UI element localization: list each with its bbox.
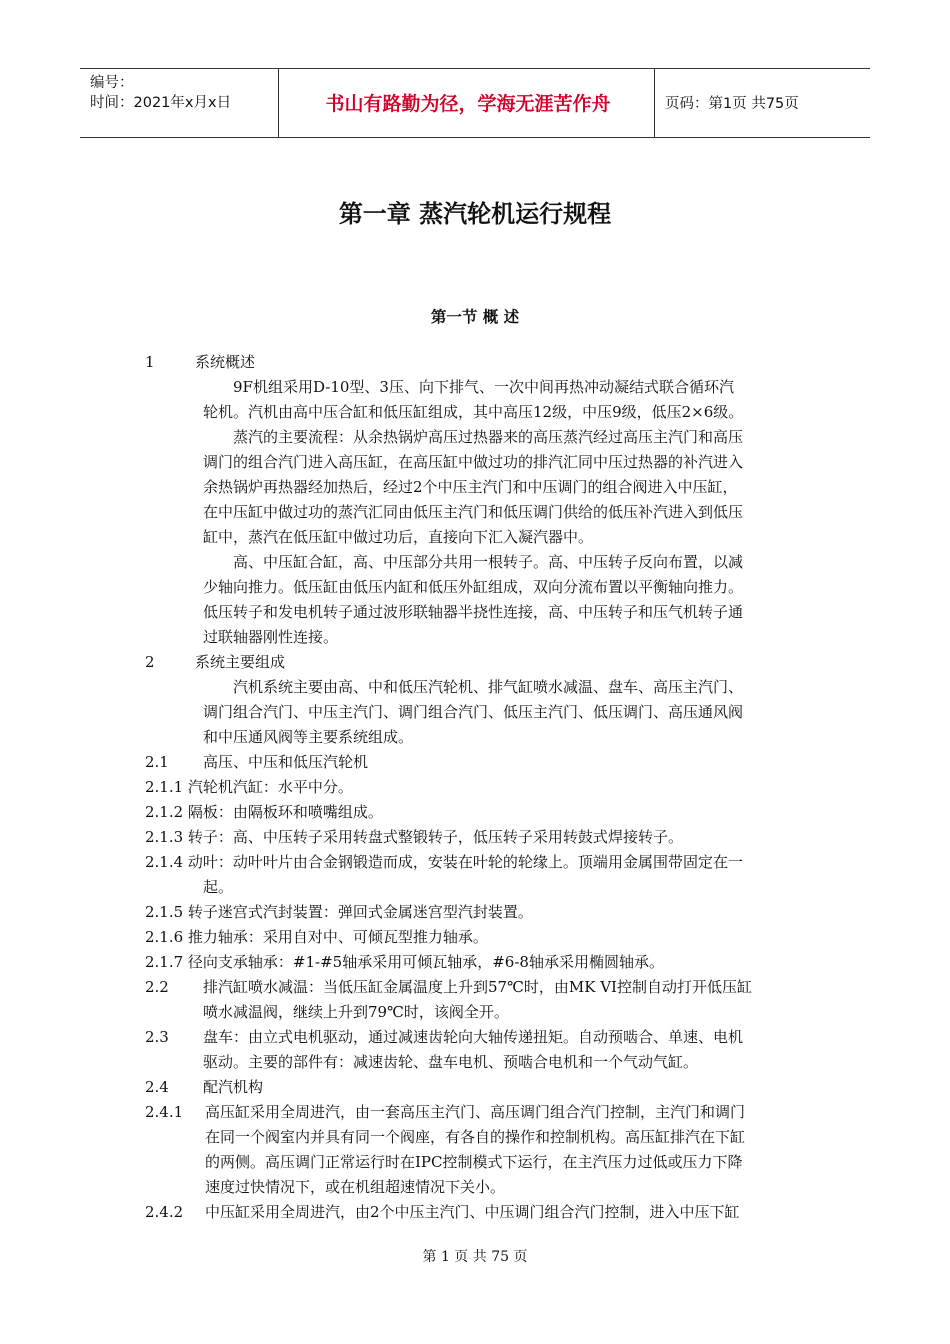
- body-line: 排汽缸喷水减温：当低压缸金属温度上升到57℃时，由MK VI控制自动打开低压缸: [203, 978, 752, 996]
- body-line: 在同一个阀室内并具有同一个阀座，有各自的操作和控制机构。高压缸排汽在下缸: [205, 1128, 746, 1146]
- item-number: 2.2: [145, 978, 169, 996]
- body-line: 少轴向推力。低压缸由低压内缸和低压外缸组成，双向分流布置以平衡轴向推力。: [203, 578, 744, 596]
- body-line: 速度过快情况下，或在机组超速情况下关小。: [205, 1178, 506, 1196]
- item-number: 1: [145, 353, 155, 371]
- body-line: 蒸汽的主要流程：从余热锅炉高压过热器来的高压蒸汽经过高压主汽门和高压: [233, 428, 744, 446]
- body-line: 和中压通风阀等主要系统组成。: [203, 728, 414, 746]
- item-number: 2.4.2: [145, 1203, 184, 1221]
- body-line: 起。: [203, 878, 234, 896]
- date-label: 时间：2021年x月x日: [90, 95, 232, 111]
- body-line: 低压转子和发电机转子通过波形联轴器半挠性连接，高、中压转子和压气机转子通: [203, 603, 744, 621]
- item-number: 2: [145, 653, 155, 671]
- body-line: 缸中，蒸汽在低压缸中做过功后，直接向下汇入凝汽器中。: [203, 528, 594, 546]
- header-divider: [654, 69, 655, 137]
- body-line: 2.1.4 动叶：动叶叶片由合金钢锻造而成，安装在叶轮的轮缘上。顶端用金属围带固定在一: [145, 853, 743, 871]
- body-line: 轮机。汽机由高中压合缸和低压缸组成，其中高压12级，中压9级，低压2×6级。: [203, 403, 744, 421]
- body-line: 2.1.2 隔板：由隔板环和喷嘴组成。: [145, 803, 383, 821]
- body-line: 的两侧。高压调门正常运行时在IPC控制模式下运行，在主汽压力过低或压力下降: [205, 1153, 743, 1171]
- item-number: 2.1: [145, 753, 169, 771]
- body-line: 2.1.6 推力轴承：采用自对中、可倾瓦型推力轴承。: [145, 928, 488, 946]
- document-header: [80, 68, 870, 138]
- header-motto: 书山有路勤为径，学海无涯苦作舟: [325, 93, 611, 115]
- page-footer: 第 1 页 共 75 页: [422, 1249, 528, 1265]
- body-line: 2.1.1 汽轮机汽缸：水平中分。: [145, 778, 353, 796]
- chapter-title: 第一章 蒸汽轮机运行规程: [338, 200, 612, 228]
- body-line: 高、中压缸合缸，高、中压部分共用一根转子。高、中压转子反向布置，以减: [233, 553, 744, 571]
- body-line: 驱动。主要的部件有：减速齿轮、盘车电机、预啮合电机和一个气动气缸。: [203, 1053, 699, 1071]
- body-line: 2.1.3 转子：高、中压转子采用转盘式整锻转子，低压转子采用转鼓式焊接转子。: [145, 828, 683, 846]
- body-line: 喷水减温阀，继续上升到79℃时，该阀全开。: [203, 1003, 509, 1021]
- section-title: 第一节 概 述: [430, 307, 520, 326]
- body-line: 高压缸采用全周进汽，由一套高压主汽门、高压调门组合汽门控制，主汽门和调门: [205, 1103, 746, 1121]
- body-line: 2.1.7 径向支承轴承：#1-#5轴承采用可倾瓦轴承，#6-8轴承采用椭圆轴承。: [145, 953, 664, 971]
- body-line: 汽机系统主要由高、中和低压汽轮机、排气缸喷水减温、盘车、高压主汽门、: [233, 678, 744, 696]
- header-page-info: 页码：第1页 共75页: [665, 96, 799, 112]
- header-divider: [278, 69, 279, 137]
- body-line: 2.1.5 转子迷宫式汽封装置：弹回式金属迷宫型汽封装置。: [145, 903, 533, 921]
- body-line: 中压缸采用全周进汽，由2个中压主汽门、中压调门组合汽门控制，进入中压下缸: [205, 1203, 740, 1221]
- item-number: 2.3: [145, 1028, 169, 1046]
- heading: 系统概述: [195, 353, 256, 371]
- code-label: 编号：: [90, 75, 134, 91]
- item-number: 2.4: [145, 1078, 169, 1096]
- body-line: 9F机组采用D-10型、3压、向下排气、一次中间再热冲动凝结式联合循环汽: [233, 378, 734, 396]
- item-number: 2.4.1: [145, 1103, 184, 1121]
- heading: 系统主要组成: [195, 653, 286, 671]
- body-line: 过联轴器刚性连接。: [203, 628, 339, 646]
- body-line: 调门组合汽门、中压主汽门、调门组合汽门、低压主汽门、低压调门、高压通风阀: [203, 703, 744, 721]
- body-line: 在中压缸中做过功的蒸汽汇同由低压主汽门和低压调门供给的低压补汽进入到低压: [203, 503, 744, 521]
- body-line: 余热锅炉再热器经加热后，经过2个中压主汽门和中压调门的组合阀进入中压缸，: [203, 478, 738, 496]
- header-meta: [90, 73, 231, 113]
- heading: 配汽机构: [203, 1078, 264, 1096]
- heading: 高压、中压和低压汽轮机: [203, 753, 369, 771]
- body-line: 盘车：由立式电机驱动，通过减速齿轮向大轴传递扭矩。自动预啮合、单速、电机: [203, 1028, 744, 1046]
- body-line: 调门的组合汽门进入高压缸，在高压缸中做过功的排汽汇同中压过热器的补汽进入: [203, 453, 744, 471]
